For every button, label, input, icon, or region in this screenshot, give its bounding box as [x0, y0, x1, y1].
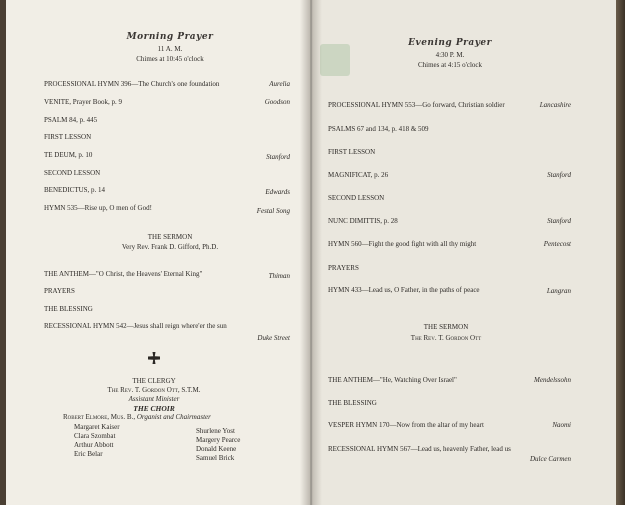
service-item: THE BLESSING [328, 399, 377, 407]
choir-member: Shurlene Yost [196, 427, 235, 435]
service-item: HYMN 433—Lead us, O Father, in the paths of peace [328, 286, 480, 294]
evening-chimes: Chimes at 4:15 o'clock [417, 61, 483, 69]
service-item: VENITE, Prayer Book, p. 9 [44, 98, 122, 106]
choir-member: Eric Belar [74, 450, 103, 458]
service-item: PRAYERS [44, 287, 75, 295]
tune-name: Stanford [547, 171, 571, 179]
choir-member: Arthur Abbott [74, 441, 114, 449]
clergy-role: Assistant Minister [128, 395, 180, 403]
choir-member: Donald Keene [196, 445, 237, 453]
service-item: THE ANTHEM—"O Christ, the Heavens' Eternal King" [44, 270, 203, 278]
service-item: HYMN 535—Rise up, O men of God! [44, 204, 152, 212]
service-item: NUNC DIMITTIS, p. 28 [328, 217, 398, 225]
tune-name: Goodson [264, 98, 290, 106]
service-item: BENEDICTUS, p. 14 [44, 186, 106, 194]
service-item: PSALMS 67 and 134, p. 418 & 509 [328, 125, 429, 133]
service-item: FIRST LESSON [44, 133, 92, 141]
service-item: THE ANTHEM—"He, Watching Over Israel" [328, 376, 457, 384]
service-item: PSALM 84, p. 445 [44, 116, 98, 124]
paper-stain [320, 44, 350, 76]
left-page [6, 0, 310, 505]
tune-name: Thiman [268, 272, 290, 280]
tune-name: Festal Song [256, 207, 290, 215]
organist-role: Organist and Chairmaster [136, 413, 211, 421]
right-page [310, 0, 616, 505]
morning-time: 11 A. M. [157, 45, 183, 53]
service-item: VESPER HYMN 170—Now from the altar of my heart [328, 421, 484, 429]
sermon-heading: THE SERMON [423, 323, 469, 331]
tune-name: Mendelssohn [534, 376, 571, 384]
tune-name: Lancashire [539, 101, 571, 109]
tune-name: Aurelia [269, 80, 290, 88]
tune-name: Stanford [547, 217, 571, 225]
book-edge [616, 0, 625, 505]
tune-name: Pentecost [543, 240, 571, 248]
tune-name: Langran [546, 287, 571, 295]
sermon-preacher: The Rev. T. Gordon Ott [410, 334, 482, 342]
choir-heading: THE CHOIR [133, 404, 175, 413]
book-gutter [300, 0, 322, 505]
clergy-name: The Rev. T. Gordon Ott, S.T.M. [107, 386, 201, 394]
tune-name: Dulce Carmen [529, 455, 571, 463]
tune-name: Naomi [552, 421, 571, 429]
service-item: SECOND LESSON [328, 194, 385, 202]
recessional-hymn: RECESSIONAL HYMN 567—Lead us, heavenly Father, lead us [328, 445, 511, 453]
choir-member: Clara Szombat [74, 432, 116, 440]
morning-prayer-title: Morning Prayer [126, 32, 214, 42]
sermon-heading: THE SERMON [147, 233, 193, 241]
morning-chimes: Chimes at 10:45 o'clock [136, 55, 204, 63]
choir-member: Samuel Brick [196, 454, 235, 462]
evening-prayer-title: Evening Prayer [408, 38, 492, 48]
organist-line [63, 413, 211, 421]
tune-name: Duke Street [257, 334, 290, 342]
service-item: HYMN 560—Fight the good fight with all thy might [328, 240, 477, 248]
service-item: THE BLESSING [44, 305, 93, 313]
sermon-preacher: Very Rev. Frank D. Gifford, Ph.D. [121, 243, 219, 251]
evening-time: 4:30 P. M. [435, 51, 465, 59]
service-item: SECOND LESSON [44, 169, 101, 177]
cross-icon [148, 352, 160, 364]
choir-member: Margaret Kaiser [74, 423, 120, 431]
service-item: PROCESSIONAL HYMN 396—The Church's one foundation [44, 80, 220, 88]
recessional-hymn: RECESSIONAL HYMN 542—Jesus shall reign where'er the sun [44, 322, 227, 330]
service-item: PRAYERS [328, 264, 359, 272]
tune-name: Stanford [266, 153, 290, 161]
service-item: FIRST LESSON [328, 148, 376, 156]
organist-name: Robert Elmore, Mus. B., [63, 413, 136, 421]
service-item: MAGNIFICAT, p. 26 [328, 171, 389, 179]
tune-name: Edwards [265, 188, 290, 196]
clergy-heading: THE CLERGY [132, 377, 176, 385]
service-item: TE DEUM, p. 10 [44, 151, 93, 159]
service-item: PROCESSIONAL HYMN 553—Go forward, Christian soldier [328, 101, 505, 109]
choir-member: Margery Pearce [196, 436, 241, 444]
